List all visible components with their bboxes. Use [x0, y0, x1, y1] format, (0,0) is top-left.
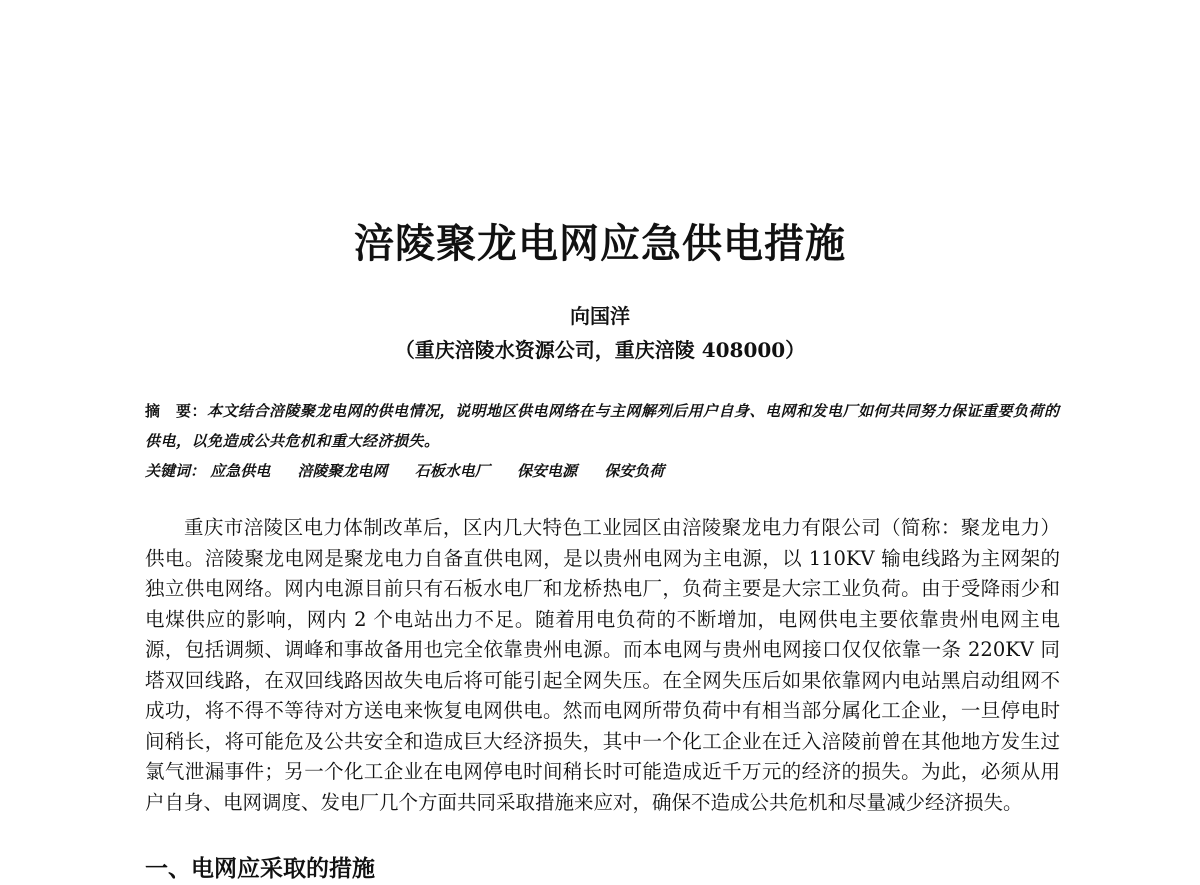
keyword: 保安负荷 [604, 462, 665, 480]
author-name: 向国洋 [570, 304, 630, 328]
author-affiliation: （重庆涪陵水资源公司，重庆涪陵 408000） [394, 338, 806, 362]
keywords-label: 关键词： [145, 462, 206, 480]
section-heading: 一、电网应采取的措施 [145, 856, 375, 882]
abstract-label: 摘 要： [145, 402, 208, 420]
paper-title: 涪陵聚龙电网应急供电措施 [354, 221, 846, 267]
abstract-text: 本文结合涪陵聚龙电网的供电情况，说明地区供电网络在与主网解列后用户自身、电网和发电厂如何共同努力保证重要负荷的供电，以免造成公共危机和重大经济损失。 [145, 402, 1060, 450]
body-paragraph: 重庆市涪陵区电力体制改革后，区内几大特色工业园区由涪陵聚龙电力有限公司（简称：聚龙电力）供电。涪陵聚龙电网是聚龙电力自备直供电网，是以贵州电网为主电源，以 110KV 输电线路为主网架的独立供电网络。网内电源目前只有石板水电厂和龙桥热电厂，负荷主要是大宗工业负荷。由于受降雨少和电煤供应的影响，网内 2 个电站出力不足。随着用电负荷的不断增加，电网供电主要依靠贵州电网主电源，包括调频、调峰和事故备用也完全依靠贵州电源。而本电网与贵州电网接口仅仅依靠一条 220KV 同塔双回线路，在双回线路因故失电后将可能引起全网失压。在全网失压后如果依靠网内电站黑启动组网不成功，将不得不等待对方送电来恢复电网供电。然而电网所带负荷中有相当部分属化工企业，一旦停电时间稍长，将可能危及公共安全和造成巨大经济损失，其中一个化工企业在迁入涪陵前曾在其他地方发生过氯气泄漏事件；另一个化工企业在电网停电时间稍长时可能造成近千万元的经济的损失。为此，必须从用户自身、电网调度、发电厂几个方面共同采取措施来应对，确保不造成公共危机和尽量减少经济损失。 [145, 516, 1060, 814]
keywords [145, 456, 1065, 486]
keyword: 涪陵聚龙电网 [297, 462, 388, 480]
abstract [145, 396, 1065, 456]
keyword: 石板水电厂 [414, 462, 490, 480]
keyword: 应急供电 [210, 462, 271, 480]
keyword: 保安电源 [517, 462, 578, 480]
